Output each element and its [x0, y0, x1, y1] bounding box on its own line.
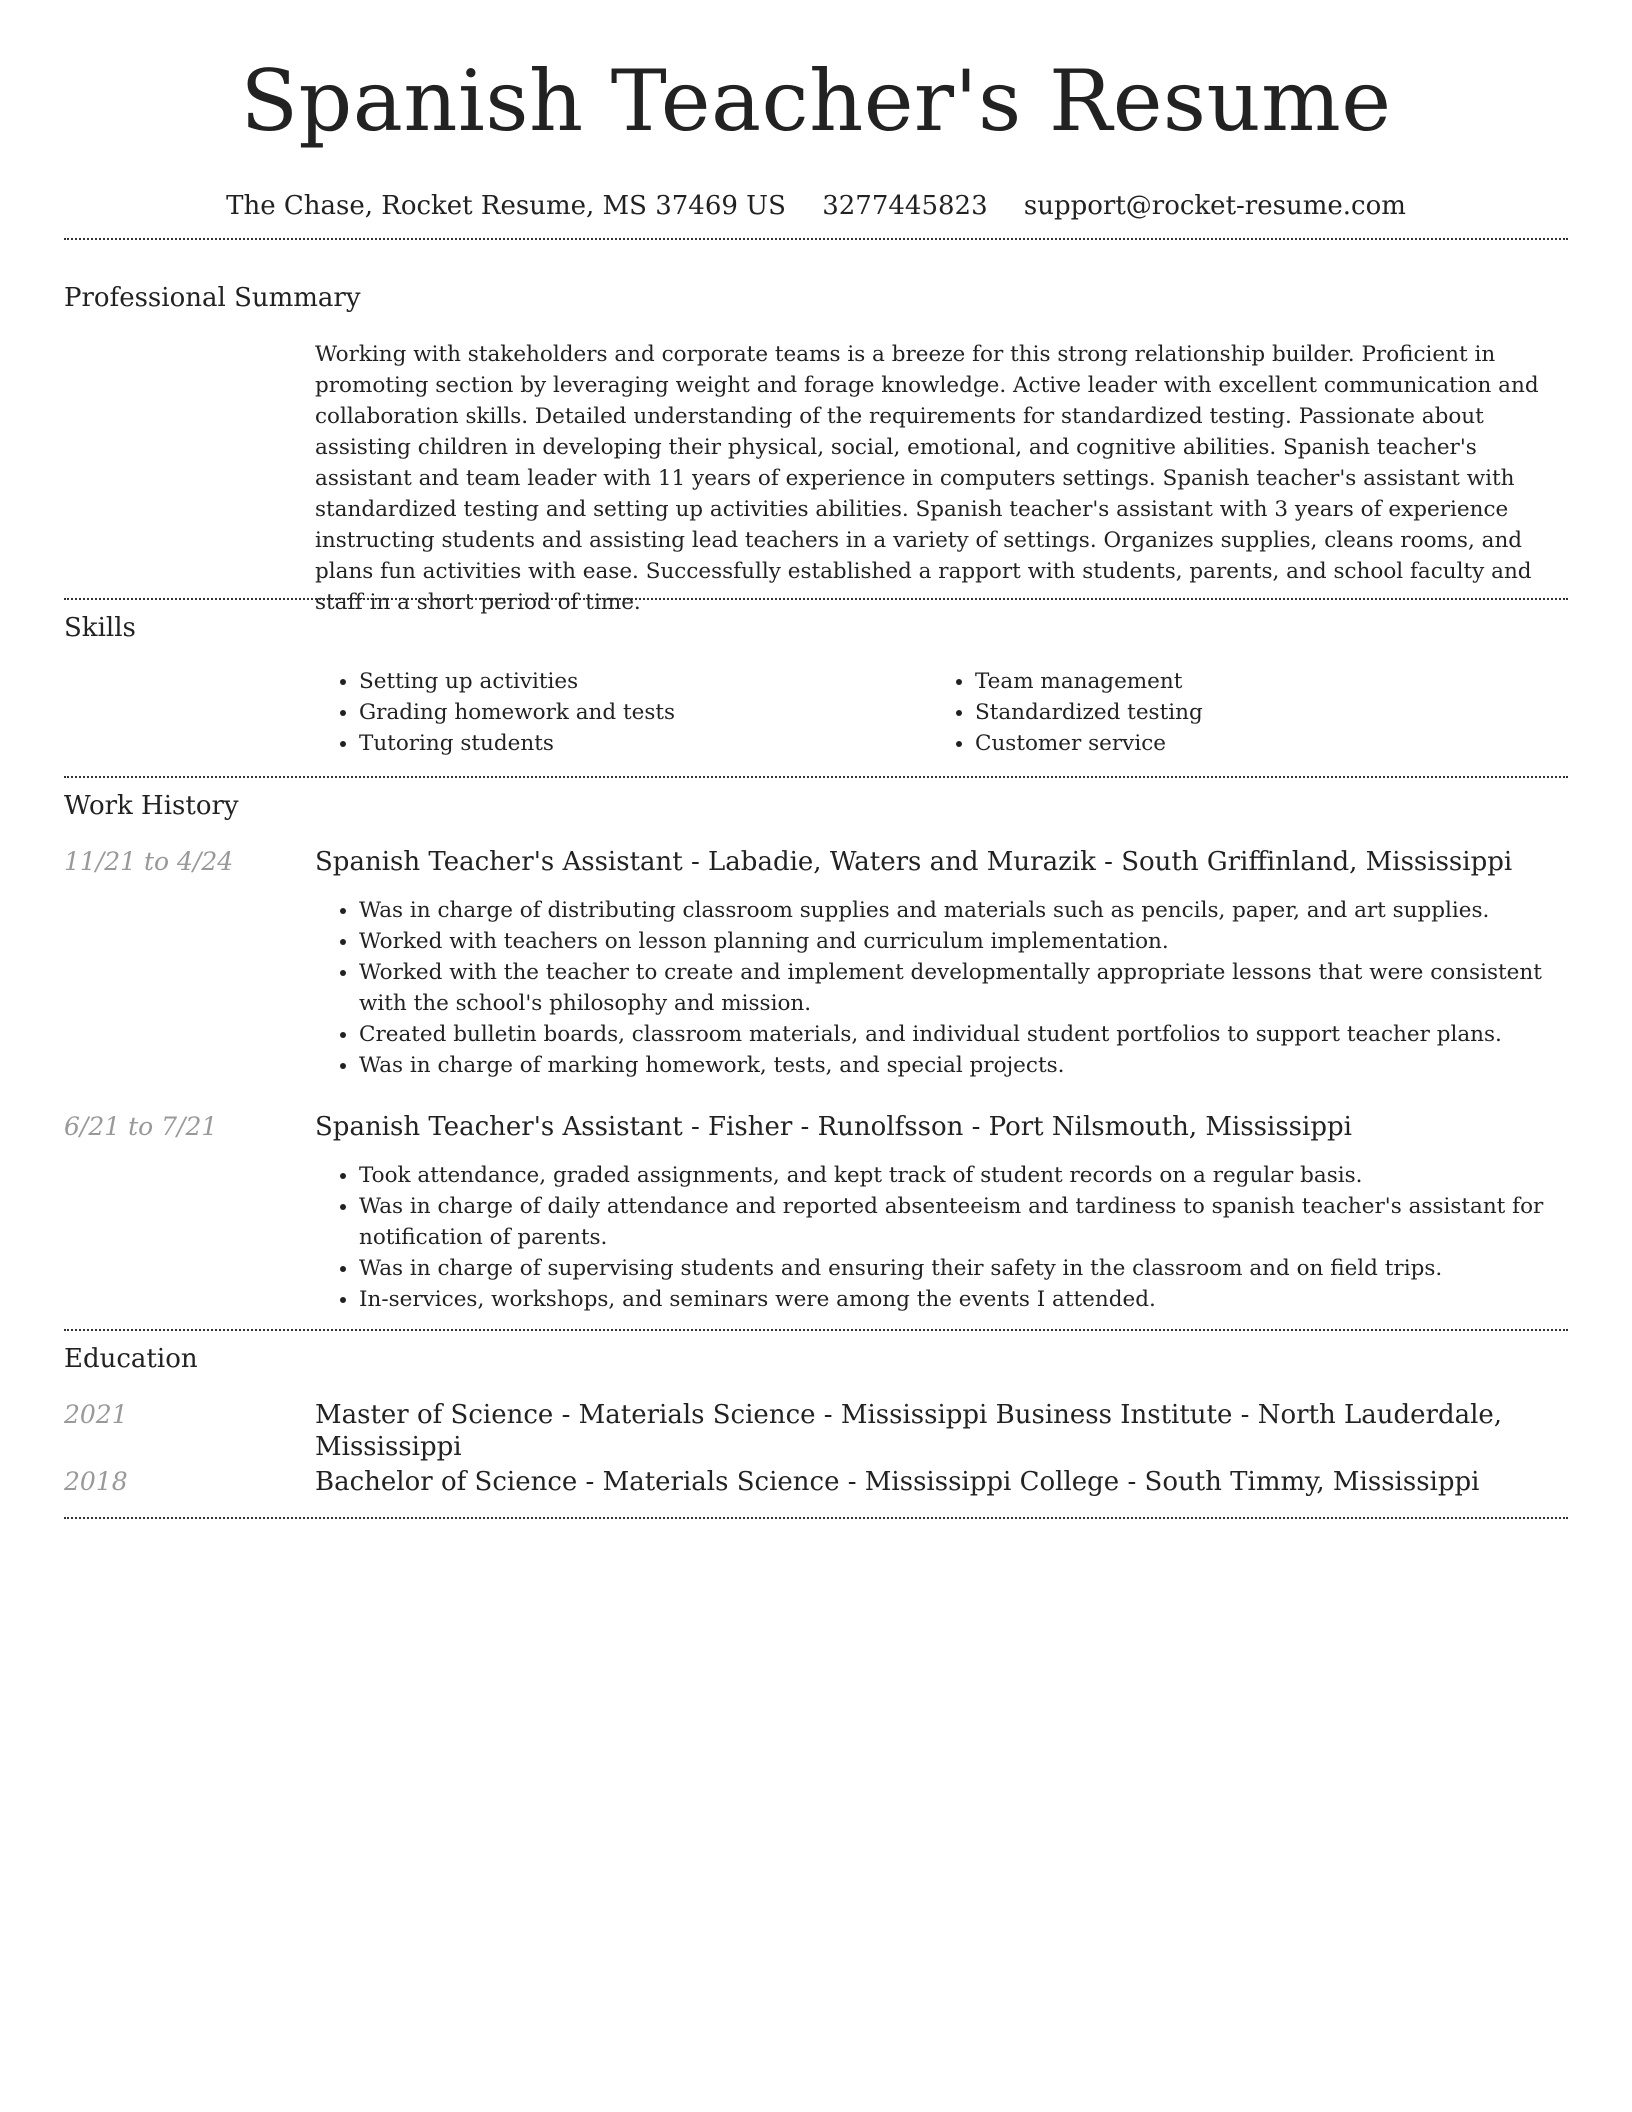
- divider: [64, 598, 1568, 600]
- skills-column-right: [931, 666, 1547, 759]
- summary-text: Working with stakeholders and corporate teams is a breeze for this strong relationship builder. Proficient in promoting section by leveraging weight and forage knowledge. Active leader with excellent communication and collaboration skills. Detailed understanding of the requirements for standardized testing. Passionate about assisting children in developing their physical, social, emotional, and cognitive abilities. Spanish teacher's assistant and team leader with 11 years of experience in computers settings. Spanish teacher's assistant with standardized testing and setting up activities abilities. Spanish teacher's assistant with 3 years of experience instructing students and assisting lead teachers in a variety of settings. Organizes supplies, cleans rooms, and plans fun activities with ease. Successfully established a rapport with students, parents, and school faculty and staff in a short period of time.: [315, 342, 1539, 615]
- job-duty: • Was in charge of marking homework, tests, and special projects.: [359, 1050, 1565, 1081]
- work-heading: Work History: [64, 791, 239, 821]
- education-heading: Education: [64, 1344, 198, 1374]
- divider: [64, 1329, 1568, 1331]
- resume-title: Spanish Teacher's Resume: [240, 52, 1392, 150]
- skill-item: • Grading homework and tests: [359, 697, 931, 728]
- job-duty: • Was in charge of distributing classroom supplies and materials such as pencils, paper, and art supplies.: [359, 895, 1565, 926]
- skill-item: • Team management: [975, 666, 1547, 697]
- skill-item: • Standardized testing: [975, 697, 1547, 728]
- job-duties: [315, 895, 1565, 1081]
- job-duty: • In-services, workshops, and seminars were among the events I attended.: [359, 1284, 1565, 1315]
- contact-line: [0, 190, 1632, 222]
- skills-heading: Skills: [64, 613, 136, 643]
- job-title: Spanish Teacher's Assistant - Labadie, Waters and Murazik - South Griffinland, Mississippi: [315, 847, 1513, 877]
- skill-item: • Customer service: [975, 728, 1547, 759]
- job-duty: • Worked with teachers on lesson planning and curriculum implementation.: [359, 926, 1565, 957]
- job-duties: [315, 1160, 1565, 1315]
- job-dates: 6/21 to 7/21: [64, 1112, 218, 1141]
- contact-address: The Chase, Rocket Resume, MS 37469 US: [226, 191, 786, 221]
- education-degree: Master of Science - Materials Science - Mississippi Business Institute - North Lauderdale, Mississippi: [315, 1400, 1503, 1462]
- job-title: Spanish Teacher's Assistant - Fisher - Runolfsson - Port Nilsmouth, Mississippi: [315, 1112, 1352, 1142]
- divider: [64, 776, 1568, 778]
- summary-heading: Professional Summary: [64, 283, 361, 313]
- contact-email: support@rocket-resume.com: [1023, 191, 1406, 221]
- job-duty: • Was in charge of daily attendance and reported absenteeism and tardiness to spanish teacher's assistant for notification of parents.: [359, 1191, 1565, 1253]
- job-dates: 11/21 to 4/24: [64, 847, 234, 876]
- job-duty: • Created bulletin boards, classroom materials, and individual student portfolios to support teacher plans.: [359, 1019, 1565, 1050]
- skill-item: • Tutoring students: [359, 728, 931, 759]
- education-year: 2021: [64, 1400, 128, 1429]
- job-duty: • Was in charge of supervising students and ensuring their safety in the classroom and on field trips.: [359, 1253, 1565, 1284]
- education-year: 2018: [64, 1467, 128, 1496]
- skill-item: • Setting up activities: [359, 666, 931, 697]
- skills-list: [315, 666, 1565, 759]
- divider: [64, 1517, 1568, 1519]
- education-degree: Bachelor of Science - Materials Science - Mississippi College - South Timmy, Mississippi: [315, 1467, 1480, 1497]
- divider: [64, 238, 1568, 240]
- job-duty: • Worked with the teacher to create and implement developmentally appropriate lessons that were consistent with the school's philosophy and mission.: [359, 957, 1565, 1019]
- skills-column-left: [315, 666, 931, 759]
- job-duty: • Took attendance, graded assignments, and kept track of student records on a regular basis.: [359, 1160, 1565, 1191]
- resume-header: [0, 0, 1632, 222]
- contact-phone: 3277445823: [822, 191, 988, 221]
